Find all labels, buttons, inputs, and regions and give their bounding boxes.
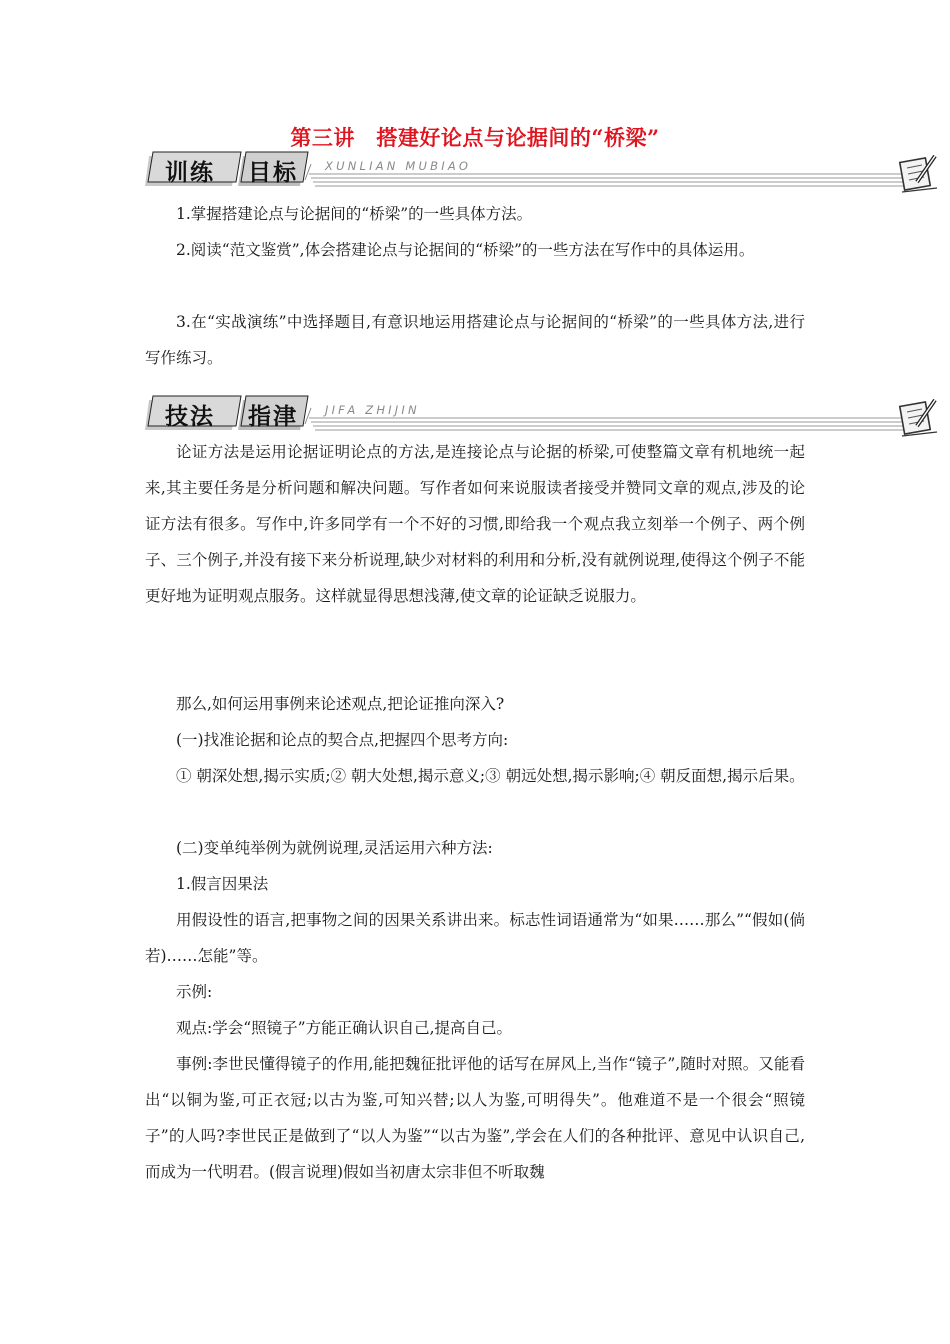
notebook-pencil-icon [900,156,937,192]
banner-goals-pinyin: XUNLIAN MUBIAO [325,159,472,173]
body-paragraph: 论证方法是运用论据证明论点的方法,是连接论点与论据的桥梁,可使整篇文章有机地统一起来,其主要任务是分析问题和解决问题。写作者如何来说服读者接受并赞同文章的观点,涉及的论证方法有很多。写作中,许多同学有一个不好的习惯,即给我一个观点我立刻举一个例子、两个例子、三个例子,并没有接下来分析说理,缺少对材料的利用和分析,没有就例说理,使得这个例子不能更好地为证明观点服务。这样就显得思想浅薄,使文章的论证缺乏说服力。 [145,443,805,605]
banner-method-label-1: 技法 [165,403,215,430]
body-paragraph: 示例: [176,983,213,1001]
banner-method-pinyin: JIFA ZHIJIN [325,403,420,417]
body-paragraph: 观点:学会“照镜子”方能正确认识自己,提高自己。 [176,1019,512,1037]
notebook-pencil-icon [900,400,937,436]
banner-method-label-2: 指津 [248,403,298,430]
body-paragraph: 1.假言因果法 [176,875,269,893]
body-paragraph: (二)变单纯举例为就例说理,灵活运用六种方法: [176,839,493,857]
body-paragraph: (一)找准论据和论点的契合点,把握四个思考方向: [176,731,509,749]
body-paragraph: 那么,如何运用事例来论述观点,把论证推向深入? [176,695,505,713]
page-title: 第三讲 搭建好论点与论据间的“桥梁” [290,125,660,150]
goal-item: 1.掌握搭建论点与论据间的“桥梁”的一些具体方法。 [176,205,533,223]
goal-item: 3.在“实战演练”中选择题目,有意识地运用搭建论点与论据间的“桥梁”的一些具体方法,进行写作练习。 [145,313,805,367]
body-paragraph: 用假设性的语言,把事物之间的因果关系讲出来。标志性词语通常为“如果……那么”“假如(倘若)……怎能”等。 [145,911,805,965]
banner-goals-label-1: 训练 [165,159,215,186]
body-paragraph: ① 朝深处想,揭示实质;② 朝大处想,揭示意义;③ 朝远处想,揭示影响;④ 朝反面想,揭示后果。 [176,767,805,785]
banner-goals-label-2: 目标 [248,159,298,186]
section-banner-goals [145,152,940,198]
body-paragraph: 事例:李世民懂得镜子的作用,能把魏征批评他的话写在屏风上,当作“镜子”,随时对照。又能看出“以铜为鉴,可正衣冠;以古为鉴,可知兴替;以人为鉴,可明得失”。他难道不是一个很会“照镜子”的人吗?李世民正是做到了“以人为鉴”“以古为鉴”,学会在人们的各种批评、意见中认识自己,而成为一代明君。(假言说理)假如当初唐太宗非但不听取魏 [145,1055,805,1181]
goal-item: 2.阅读“范文鉴赏”,体会搭建论点与论据间的“桥梁”的一些方法在写作中的具体运用。 [176,241,755,259]
